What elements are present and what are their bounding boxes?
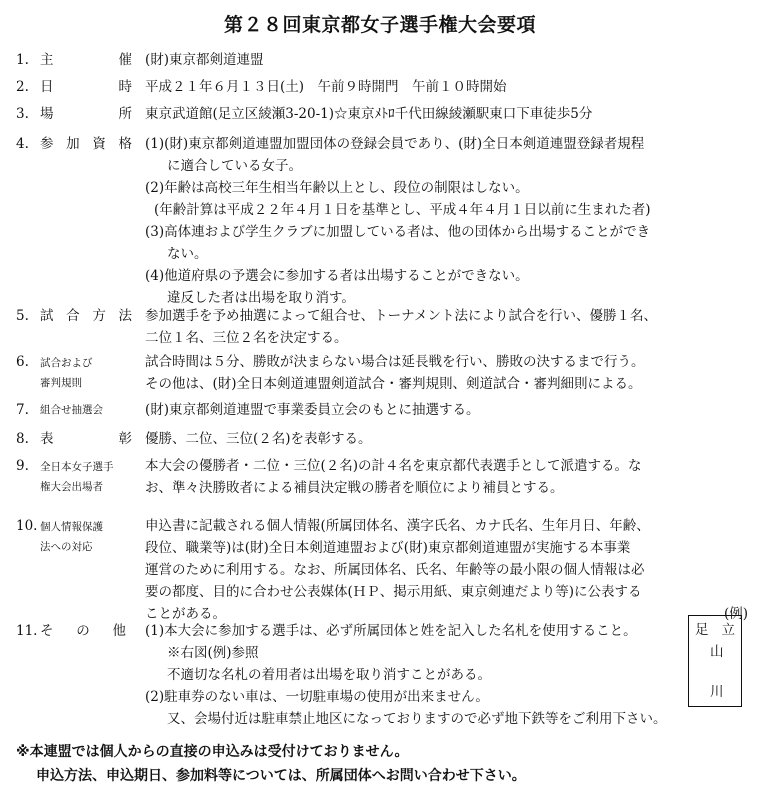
section-number: 3. <box>16 106 29 122</box>
section-number: 4. <box>16 136 29 152</box>
section-label: 参 加 資 格 <box>40 136 132 152</box>
section-number: 11. <box>16 623 38 639</box>
section-label: 個人情報保護 法への対応 <box>40 521 103 553</box>
section-body: 本大会の優勝者・二位・三位(２名)の計４名を東京都代表選手として派遣する。な お、準々決勝敗者による補員決定戦の勝者を順位により補員とする。 <box>145 458 642 496</box>
footer-note <box>16 740 526 788</box>
footer-note-line: 申込方法、申込期日、参加料等については、所属団体へお問い合わせ下さい。 <box>36 768 526 784</box>
name-tag-char: 川 <box>710 684 724 700</box>
name-tag-example <box>688 615 742 707</box>
section-body: 試合時間は５分、勝敗が決まらない場合は延長戦を行い、勝敗の決するまで行う。 その他は、(財)全日本剣道連盟剣道試合・審判規則、剣道試合・審判細則による。 <box>145 354 645 392</box>
section-body: 東京武道館(足立区綾瀬3-20-1)☆東京ﾒﾄﾛ千代田線綾瀬駅東口下車徒歩5分 <box>145 106 593 122</box>
section-body: 平成２１年６月１３日(土) 午前９時開門 午前１０時開始 <box>145 79 507 95</box>
section-label: 日 時 <box>40 79 132 95</box>
name-tag-char: 立 <box>721 622 735 638</box>
section-body: 優勝、二位、三位(２名)を表彰する。 <box>145 431 372 447</box>
section-body: 参加選手を予め抽選によって組合せ、トーナメント法により試合を行い、優勝１名、 二位１名、三位２名を決定する。 <box>145 308 658 346</box>
section-number: 6. <box>16 354 29 370</box>
section-label: 主 催 <box>40 52 132 68</box>
footer-note-line: ※本連盟では個人からの直接の申込みは受付けておりません。 <box>16 744 409 760</box>
name-tag-char: 山 <box>710 644 724 660</box>
section-body: (1)(財)東京都剣道連盟加盟団体の登録会員であり、(財)全日本剣道連盟登録者規程 に適合している女子。 (2)年齢は高校三年生相当年齢以上とし、段位の制限はしない。 (年齢計算は平成２２年４月１日を基準とし、平成４年４月１日以前に生まれた者) (3)高体連および学生クラブに加盟している者は、他の団体から出場することができ ない。 (4)他道府県の予選会に参加する者は出場することができない。 違反した者は出場を取り消す。 <box>145 136 651 306</box>
section-number: 1. <box>16 52 29 68</box>
section-body: (1)本大会に参加する選手は、必ず所属団体と姓を記入した名札を使用すること。 ※右図(例)参照 不適切な名札の着用者は出場を取り消すことがある。 (2)駐車券のない車は、一切駐車場の使用が出来ません。 又、会場付近は駐車禁止地区になっておりますので必ず地下鉄等をご利用下さい。 <box>145 623 667 727</box>
section-label: 表 彰 <box>40 431 132 447</box>
section-label: 場 所 <box>40 106 132 122</box>
section-body: 申込書に記載される個人情報(所属団体名、漢字氏名、カナ氏名、生年月日、年齢、 段位、職業等)は(財)全日本剣道連盟および(財)東京都剣道連盟が実施する本事業 運営のために利用する。なお、所属団体名、氏名、年齢等の最小限の個人情報は必 要の都度、目的に合わせ公表媒体(ＨＰ、掲示用紙、東京剣連だより等)に公表する ことがある。 <box>145 518 650 622</box>
section-number: 10. <box>16 518 38 534</box>
section-number: 5. <box>16 308 29 324</box>
section-label: そ の 他 <box>40 623 126 639</box>
section-body: (財)東京都剣道連盟で事業委員立会のもとに抽選する。 <box>145 402 480 418</box>
page-title: 第２８回東京都女子選手権大会要項 <box>223 14 536 36</box>
section-label: 組合せ抽選会 <box>40 404 103 416</box>
example-label: (例) <box>723 606 748 622</box>
section-number: 7. <box>16 402 29 418</box>
section-label: 試合および 審判規則 <box>40 357 93 389</box>
section-label: 試 合 方 法 <box>40 308 132 324</box>
section-privacy <box>0 515 760 625</box>
section-body: (財)東京都剣道連盟 <box>145 52 264 68</box>
section-label: 全日本女子選手 権大会出場者 <box>40 461 114 493</box>
name-tag-char: 足 <box>695 622 709 638</box>
section-number: 2. <box>16 79 29 95</box>
section-number: 8. <box>16 431 29 447</box>
section-number: 9. <box>16 458 29 474</box>
